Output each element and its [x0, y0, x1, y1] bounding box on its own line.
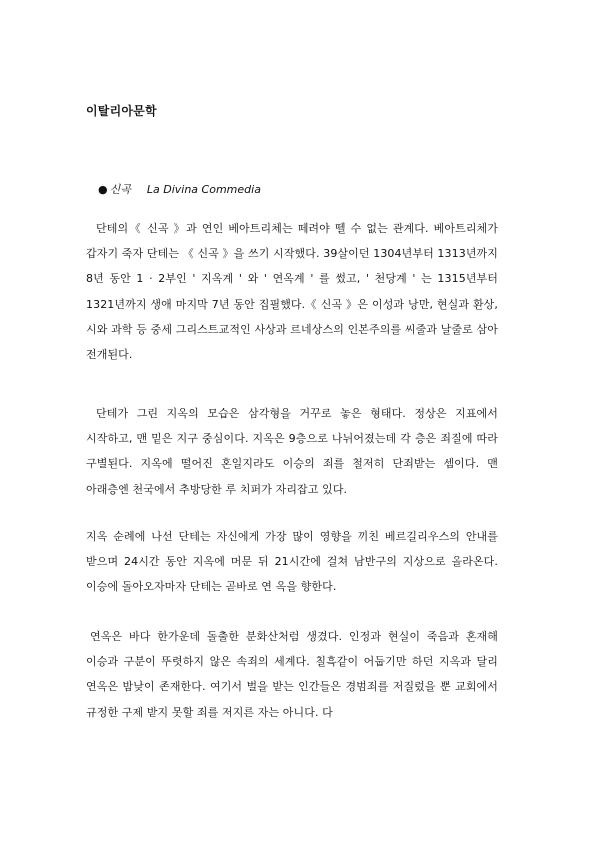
paragraph [86, 524, 498, 600]
document-title: 이탈리아문학 [86, 104, 157, 118]
paragraph [86, 216, 498, 367]
section-heading [98, 181, 261, 197]
paragraph-text: 지옥 순례에 나선 단테는 자신에게 가장 많이 영향을 끼친 베르길리우스의 안내를 받으며 24시간 동안 지옥에 머문 뒤 21시간에 걸쳐 남반구의 지상으로 올라온다. 이승에 돌아오자마자 단테는 곧바로 연 옥을 향한다. [86, 530, 498, 594]
bullet-icon: ● [98, 183, 108, 196]
paragraph-text: 연옥은 바다 한가운데 돌출한 분화산처럼 생겼다. 인정과 현실이 죽음과 혼재해 이승과 구분이 뚜렷하지 않은 속죄의 세계다. 칠흑같이 어둡기만 하던 지옥과 달리 연옥은 밤낮이 존재한다. 여기서 벌을 받는 인간들은 경범죄를 저질렀을 뿐 교회에서 규정한 구제 받지 못할 죄를 저지른 자는 아니다. 다 [86, 630, 498, 719]
paragraph [86, 401, 498, 502]
section-heading-latin: La Divina Commedia [146, 183, 261, 196]
paragraph [86, 624, 498, 725]
section-heading-korean: 신곡 [109, 183, 131, 196]
paragraph-text: 단테의《 신곡 》과 연인 베아트리체는 떼려야 뗄 수 없는 관계다. 베아트리체가 갑자기 죽자 단테는 《 신곡 》을 쓰기 시작했다. 39살이던 1304년부터 1313년까지 8년 동안 1 · 2부인 ' 지옥계 ' 와 ' 연옥계 ' 를 썼고, ' 천당계 ' 는 1315년부터 1321년까지 생애 마지막 7년 동안 집필했다.《 신곡 》은 이성과 낭만, 현실과 환상, 시와 과학 등 중세 그리스트교적인 사상과 르네상스의 인본주의를 씨줄과 날줄로 삼아 전개된다. [86, 222, 498, 362]
paragraph-text: 단테가 그린 지옥의 모습은 삼각형을 거꾸로 놓은 형태다. 정상은 지표에서 시작하고, 맨 밑은 지구 중심이다. 지옥은 9층으로 나뉘어졌는데 각 층은 죄질에 따라 구별된다. 지옥에 떨어진 혼일지라도 이승의 죄를 철저히 단죄받는 셈이다. 맨 아래층엔 천국에서 추방당한 루 치퍼가 자리잡고 있다. [86, 407, 498, 496]
